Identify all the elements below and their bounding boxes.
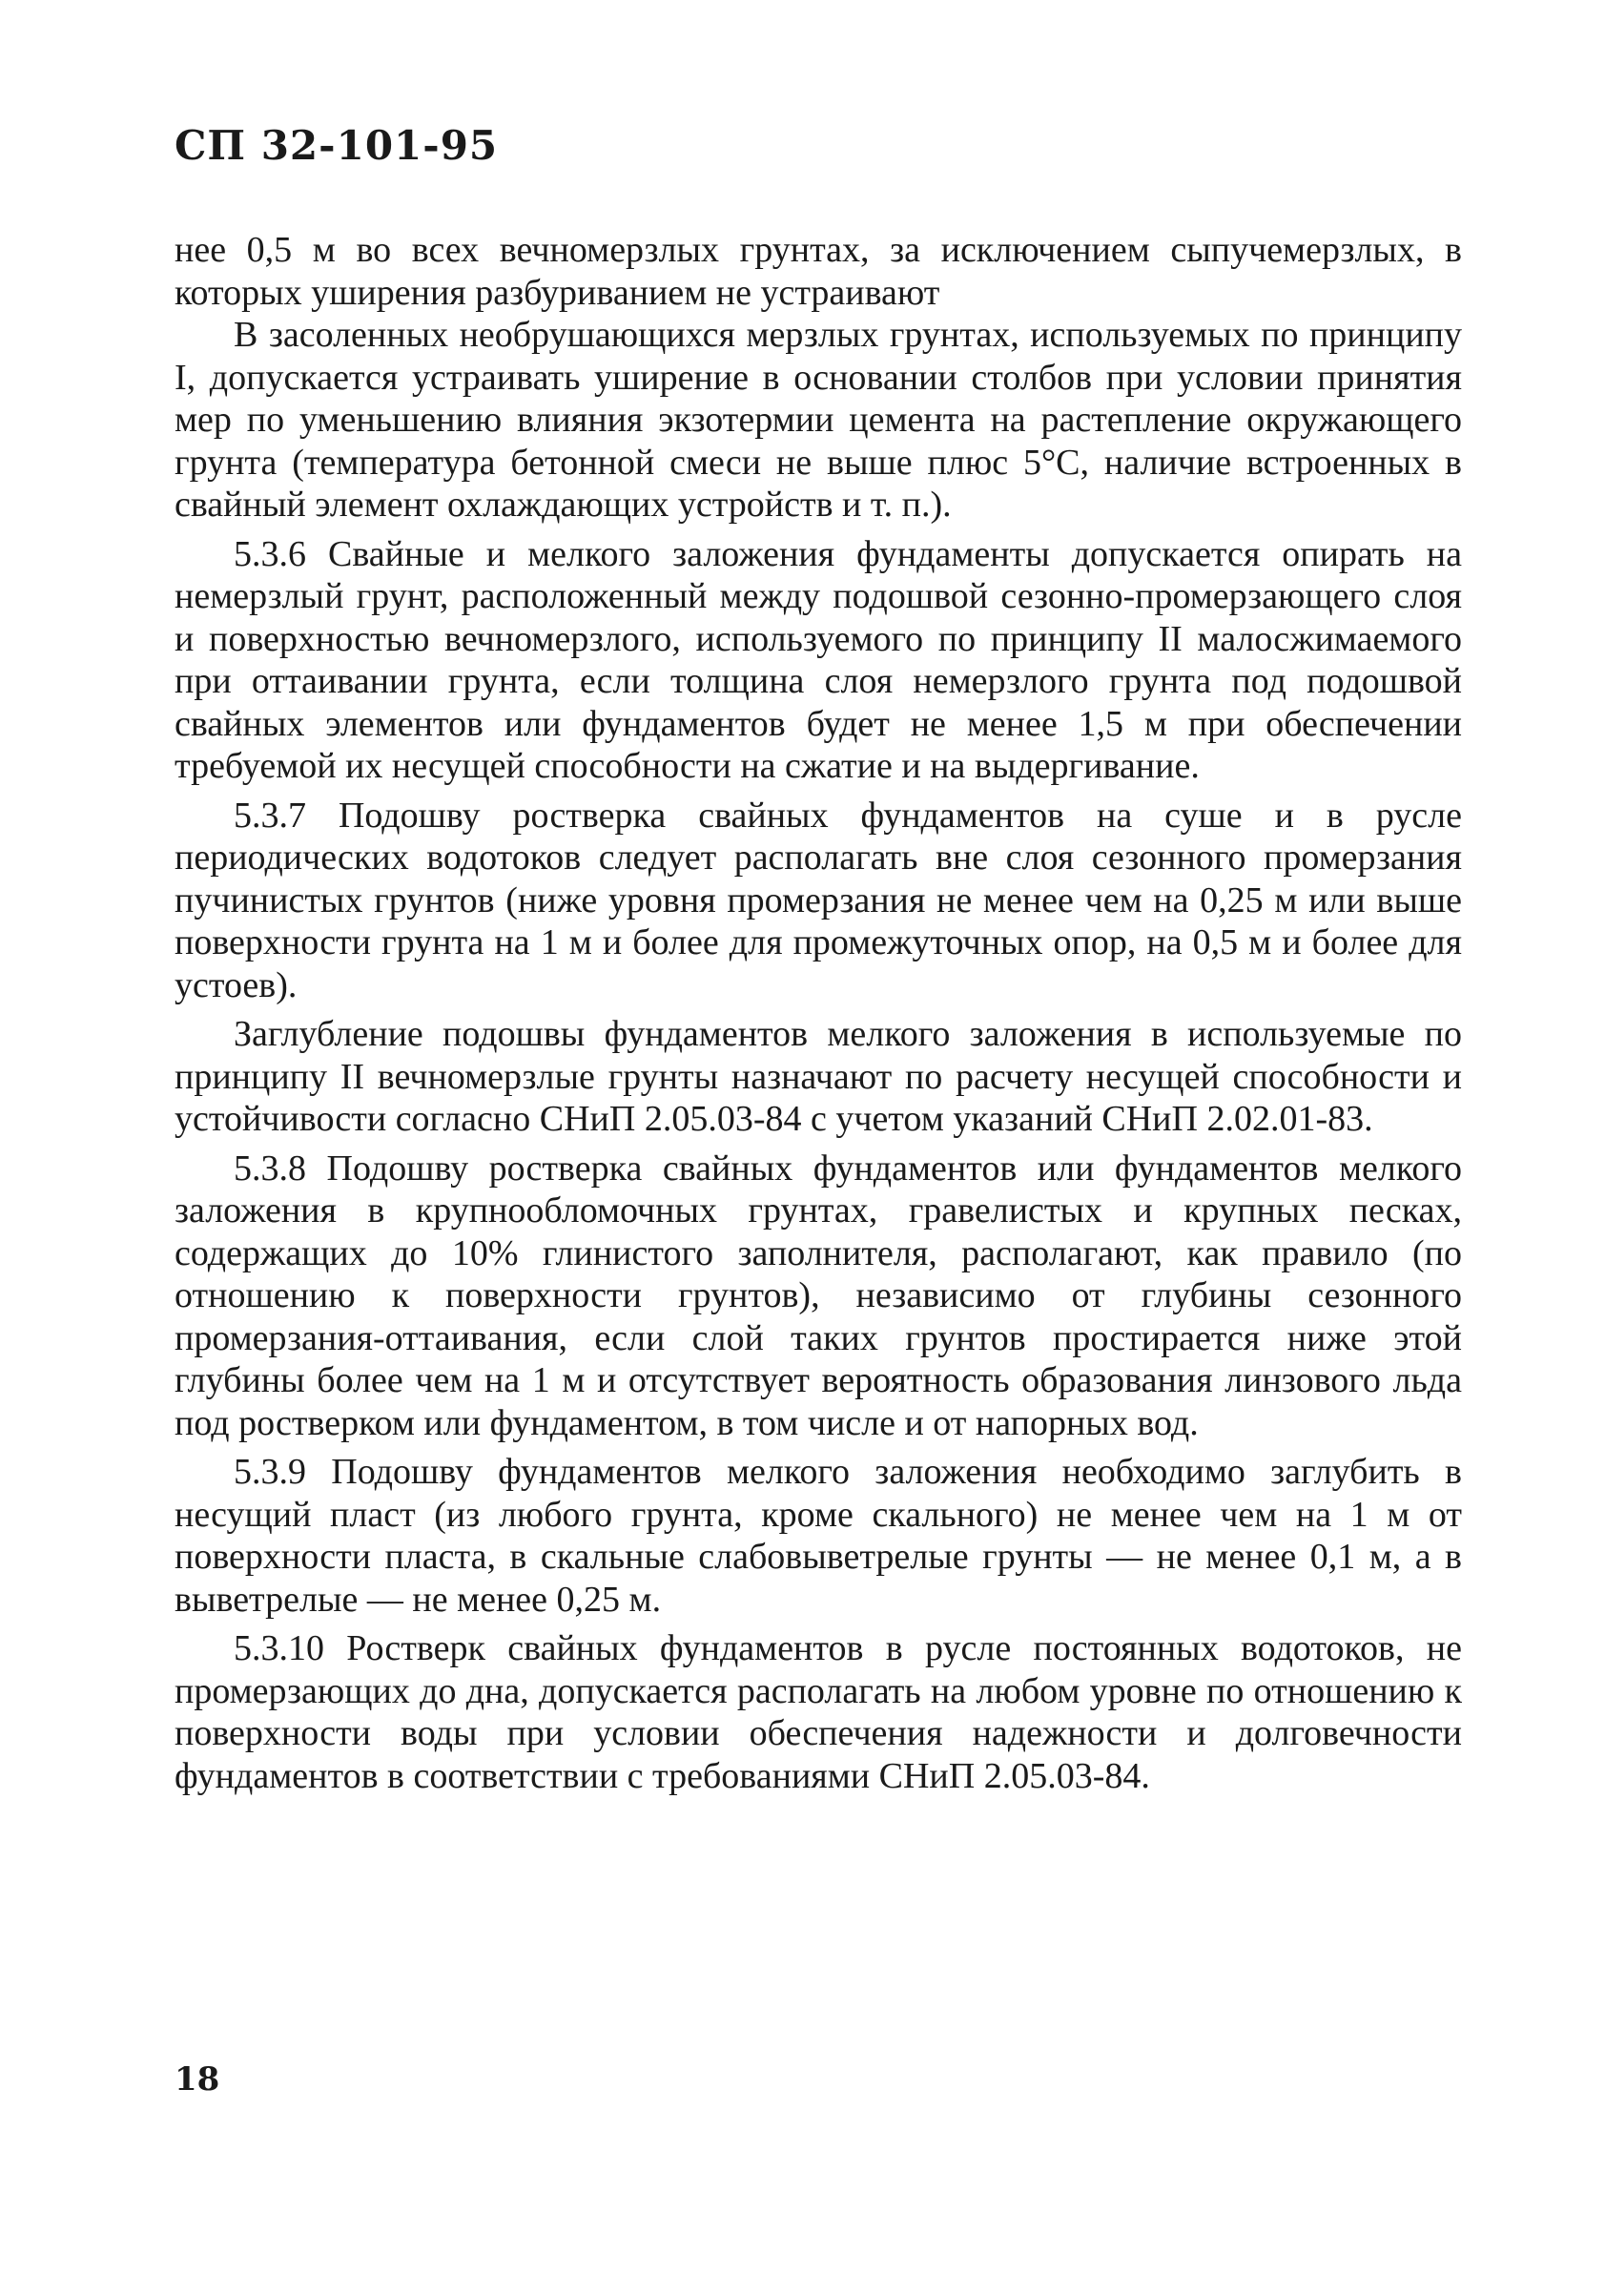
paragraph-5-3-6: 5.3.6 Свайные и мелкого заложения фундаменты допускается опирать на немерзлый грунт, расположенный между подошвой сезонно-промерзающего слоя и поверхностью вечномерзлого, используемого по принципу II малосжимаемого при оттаивании грунта, если толщина слоя немерзлого грунта под подошвой свайных элементов или фундаментов будет не менее 1,5 м при обеспечении требуемой их несущей способности на сжатие и на выдергивание. <box>175 533 1462 786</box>
document-code-header: СП 32-101-95 <box>175 122 499 169</box>
paragraph-5-3-8: 5.3.8 Подошву ростверка свайных фундаментов или фундаментов мелкого заложения в крупнообломочных грунтах, гравелистых и крупных песках, содержащих до 10% глинистого заполнителя, располагают, как правило (по отношению к поверхности грунтов), независимо от глубины сезонного промерзания-оттаивания, если слой таких грунтов простирается ниже этой глубины более чем на 1 м и отсутствует вероятность образования линзового льда под ростверком или фундаментом, в том числе и от напорных вод. <box>175 1148 1462 1443</box>
paragraph-foundation-depth: Заглубление подошвы фундаментов мелкого заложения в используемые по принципу II вечномерзлые грунты назначают по расчету несущей способности и устойчивости согласно СНиП 2.05.03-84 с учетом указаний СНиП 2.02.01-83. <box>175 1014 1462 1139</box>
paragraph-continuation: нее 0,5 м во всех вечномерзлых грунтах, за исключением сыпучемерзлых, в которых уширения разбуриванием не устраивают <box>175 230 1462 313</box>
document-body <box>175 229 1462 1797</box>
page-number: 18 <box>175 2060 220 2099</box>
paragraph-5-3-10: 5.3.10 Ростверк свайных фундаментов в русле постоянных водотоков, не промерзающих до дна, допускается располагать на любом уровне по отношению к поверхности воды при условии обеспечения надежности и долговечности фундаментов в соответствии с требованиями СНиП 2.05.03-84. <box>175 1628 1462 1796</box>
paragraph-5-3-9: 5.3.9 Подошву фундаментов мелкого заложения необходимо заглубить в несущий пласт (из любого грунта, кроме скального) не менее чем на 1 м от поверхности пласта, в скальные слабовыветрелые грунты — не менее 0,1 м, а в выветрелые — не менее 0,25 м. <box>175 1452 1462 1620</box>
paragraph-5-3-7: 5.3.7 Подошву ростверка свайных фундаментов на суше и в русле периодических водотоков следует располагать вне слоя сезонного промерзания пучинистых грунтов (ниже уровня промерзания не менее чем на 0,25 м или выше поверхности грунта на 1 м и более для промежуточных опор, на 0,5 м и более для устоев). <box>175 795 1462 1005</box>
paragraph-saline-soils: В засоленных необрушающихся мерзлых грунтах, используемых по принципу I, допускается устраивать уширение в основании столбов при условии принятия мер по уменьшению влияния экзотермии цемента на растепление окружающего грунта (температура бетонной смеси не выше плюс 5°С, наличие встроенных в свайный элемент охлаждающих устройств и т. п.). <box>175 315 1462 525</box>
